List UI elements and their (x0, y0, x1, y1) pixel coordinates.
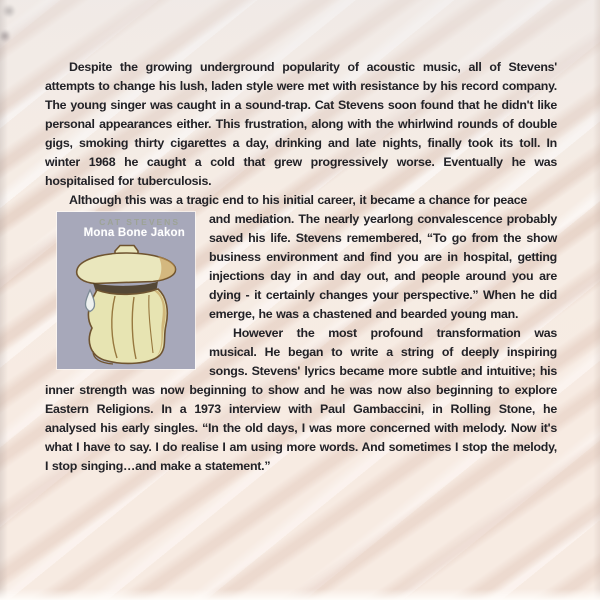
paragraph-convalescence: and mediation. The nearly yearlong convalescence probably saved his life. Stevens remembered, “To go from the show business environment and find you are in hospital, getting injections day in and day out, and people around you are dying - it certainly changes your perspective.” When he did emerge, he was a chastened and bearded young man. (209, 212, 557, 321)
dustbin-illustration (63, 244, 189, 366)
album-artist-label: CAT STEVENS (99, 217, 180, 227)
album-title-label: Mona Bone Jakon (83, 227, 185, 239)
paragraph-transformation: However the most profound transformation was musical. He began to write a string of deeply inspiring songs. Stevens' lyrics became more subtle and intuitive; his inner strength was now beginning to show and he was now also beginning to explore Eastern Religions. In a 1973 interview with Paul Gambaccini, in Rolling Stone, he analysed his early singles. “In the old days, I was more concerned with melody. Now it's what I have to say. I do realise I am using more words. And sometimes I stop the melody, I stop singing…and make a statement.” (45, 326, 557, 473)
paper-smudge (2, 4, 16, 18)
paper-smudge (0, 28, 10, 44)
paragraph-career-resistance: Despite the growing underground popularity of acoustic music, all of Stevens' attempts to change his lush, laden style were met with resistance by his record company. The young singer was caught in a sound-trap. Cat Stevens soon found that he didn't like personal appearances either. This frustration, along with the whirlwind rounds of double gigs, smoking thirty cigarettes a day, drinking and late nights, finally took its toll. In winter 1968 he caught a cold that grew progressively worse. Eventually he was hospitalised for tuberculosis. (45, 60, 557, 188)
paragraph-tragic-end-intro: Although this was a tragic end to his initial career, it became a chance for peace (69, 193, 527, 207)
body-text-block (45, 58, 557, 476)
teardrop-shape (85, 290, 94, 312)
paper-left-edge-shading (0, 0, 10, 600)
album-cover-mona-bone-jakon (57, 212, 195, 369)
bin-body-shape (88, 289, 167, 363)
paper-right-edge-shading (593, 0, 600, 600)
paper-bottom-edge-highlight (0, 589, 600, 600)
